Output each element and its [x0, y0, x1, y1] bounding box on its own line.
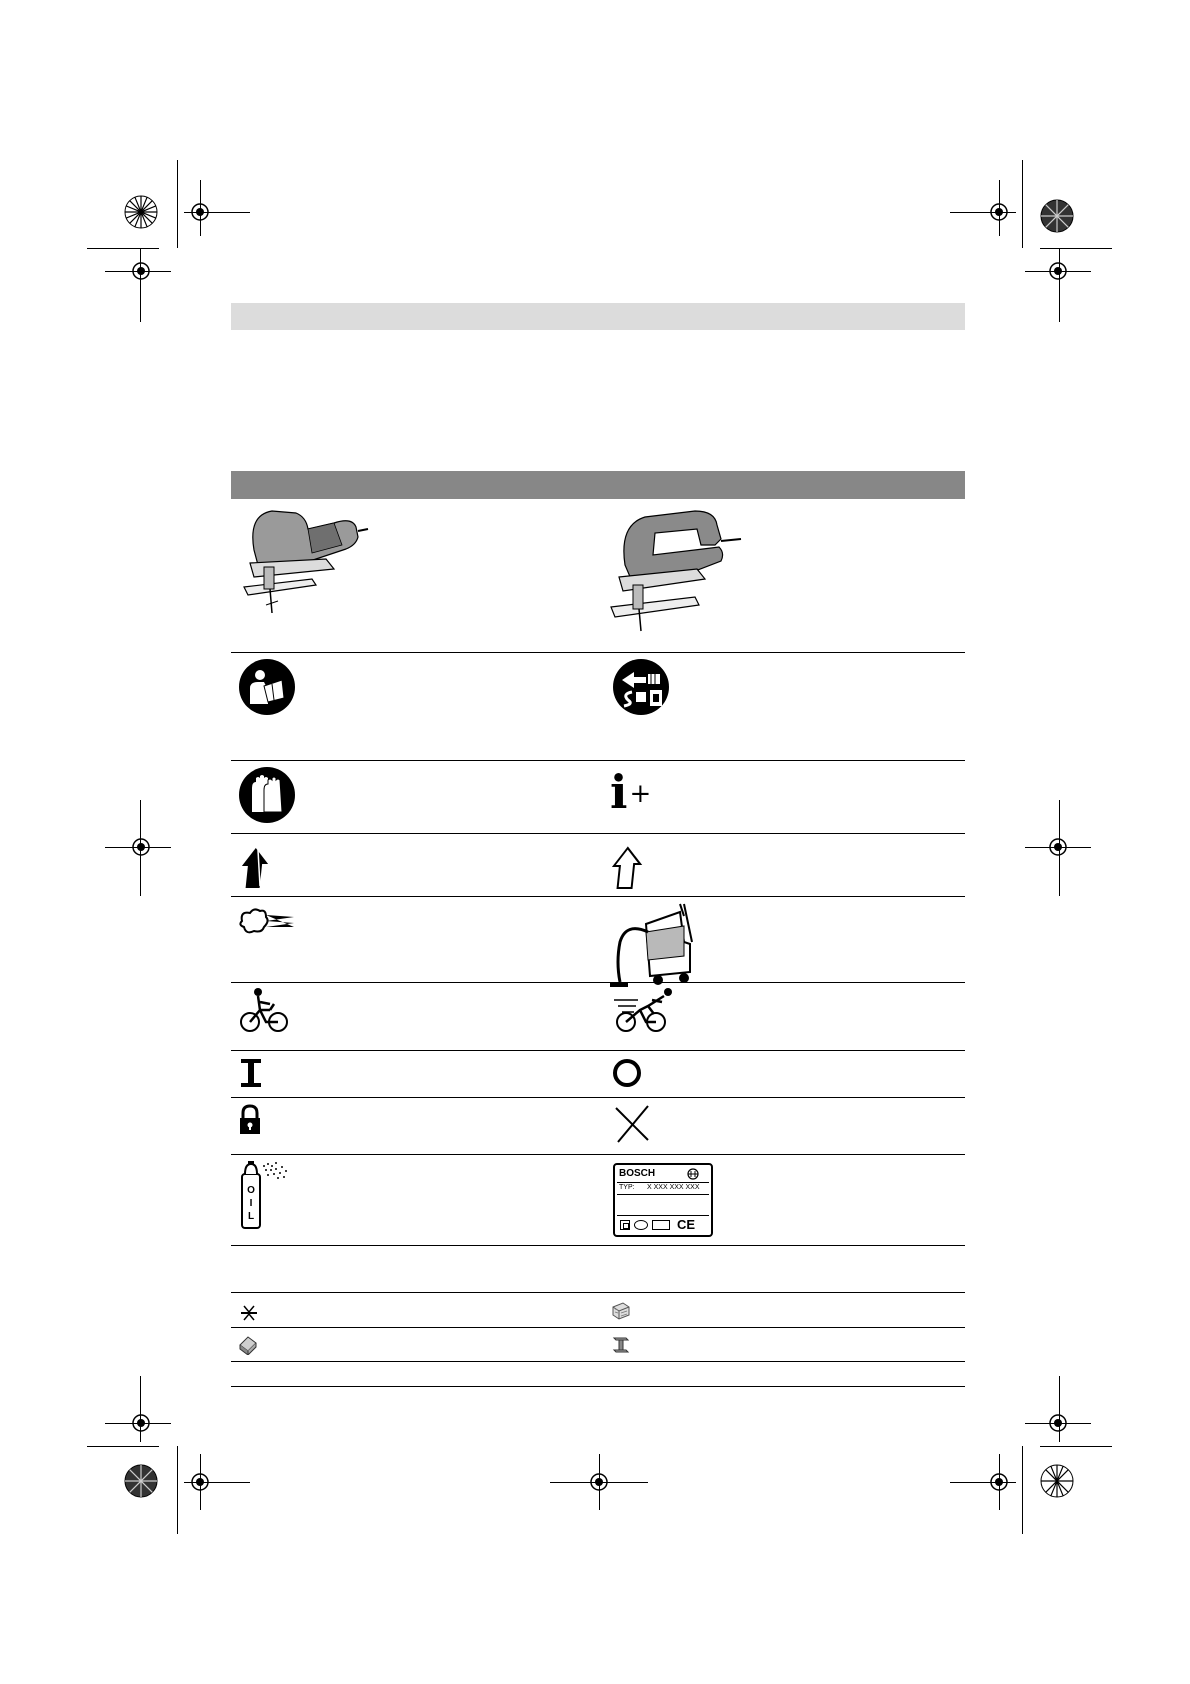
crop-mark: [950, 1482, 1016, 1483]
cyclist-slow-icon: [240, 986, 290, 1034]
crop-mark: [1025, 847, 1091, 848]
crop-mark: [599, 1454, 600, 1510]
crop-mark: [140, 1376, 141, 1442]
oil-letter: L: [247, 1211, 255, 1222]
bosch-logo-icon: [687, 1168, 699, 1180]
color-registration-wheel-icon: [124, 195, 158, 229]
crop-mark: [1022, 1446, 1023, 1534]
crop-mark: [999, 180, 1000, 236]
crop-mark: [105, 1423, 171, 1424]
arrow-up-filled-icon: [240, 846, 274, 890]
table-row-divider: [231, 652, 965, 653]
jigsaw-top-handle-icon: [605, 505, 745, 635]
table-row-divider: [231, 1245, 965, 1246]
switch-on-icon: [240, 1058, 262, 1088]
unplug-icon: [612, 658, 670, 716]
table-row-divider: [231, 982, 965, 983]
nameplate-brand: BOSCH: [619, 1168, 656, 1179]
crop-mark: [177, 1446, 178, 1534]
crop-mark: [1059, 1376, 1060, 1442]
crop-mark: [1025, 271, 1091, 272]
crop-mark: [1040, 248, 1112, 249]
nameplate-type-label: TYP:: [619, 1184, 635, 1191]
lock-icon: [238, 1104, 262, 1136]
crop-mark: [87, 248, 159, 249]
nameplate-type-value: X XXX XXX XXX: [647, 1184, 700, 1191]
table-row-divider: [231, 760, 965, 761]
read-manual-icon: [238, 658, 296, 716]
crop-mark: [1059, 800, 1060, 896]
oval-mark-icon: [634, 1220, 648, 1230]
crop-mark: [184, 212, 250, 213]
table-row-divider: [231, 1050, 965, 1051]
oil-spray-icon: [238, 1160, 290, 1230]
crop-mark: [140, 800, 141, 896]
color-registration-wheel-icon: [1040, 1464, 1074, 1498]
arrow-up-outline-icon: [612, 846, 646, 890]
crop-mark: [1022, 160, 1023, 248]
table-row-divider: [231, 1154, 965, 1155]
header-band: [231, 303, 965, 330]
nameplate-divider: [617, 1215, 709, 1216]
table-row-divider: [231, 1386, 965, 1387]
rect-mark-icon: [652, 1220, 670, 1230]
table-row-divider: [231, 896, 965, 897]
crop-mark: [105, 847, 171, 848]
crop-mark: [105, 271, 171, 272]
ce-mark: CE: [677, 1217, 696, 1232]
dust-blow-icon: [238, 905, 296, 937]
table-row-divider: [231, 1292, 965, 1293]
jigsaw-pommel-grip-icon: [234, 505, 369, 617]
table-row-divider: [231, 1361, 965, 1362]
nameplate-icon: [613, 1163, 713, 1237]
table-row-divider: [231, 1327, 965, 1328]
crop-mark: [177, 160, 178, 248]
crop-mark: [1025, 1423, 1091, 1424]
metal-sheet-icon: [238, 1335, 258, 1355]
info-plus-icon: i+: [610, 765, 652, 819]
cross-icon: [612, 1104, 652, 1144]
crop-mark: [200, 180, 201, 236]
crop-mark: [950, 212, 1016, 213]
cut-line-icon: [240, 1305, 258, 1321]
crop-mark: [1040, 1446, 1112, 1447]
table-row-divider: [231, 1097, 965, 1098]
section-band: [231, 471, 965, 499]
color-registration-wheel-icon: [124, 1464, 158, 1498]
cyclist-fast-icon: [612, 986, 674, 1034]
nameplate-divider: [617, 1182, 709, 1183]
crop-mark: [200, 1454, 201, 1510]
table-row-divider: [231, 833, 965, 834]
gloves-icon: [238, 766, 296, 824]
crop-mark: [87, 1446, 159, 1447]
oil-letter: I: [249, 1198, 253, 1209]
switch-off-icon: [612, 1058, 642, 1088]
nameplate-divider: [617, 1194, 709, 1195]
double-insulation-icon: [620, 1220, 630, 1230]
crop-mark: [999, 1454, 1000, 1510]
color-registration-wheel-icon: [1040, 199, 1074, 233]
oil-letter: O: [247, 1185, 255, 1196]
profile-beam-icon: [611, 1335, 631, 1355]
wood-block-icon: [611, 1301, 631, 1321]
crop-mark: [184, 1482, 250, 1483]
vacuum-cleaner-icon: [606, 902, 696, 992]
